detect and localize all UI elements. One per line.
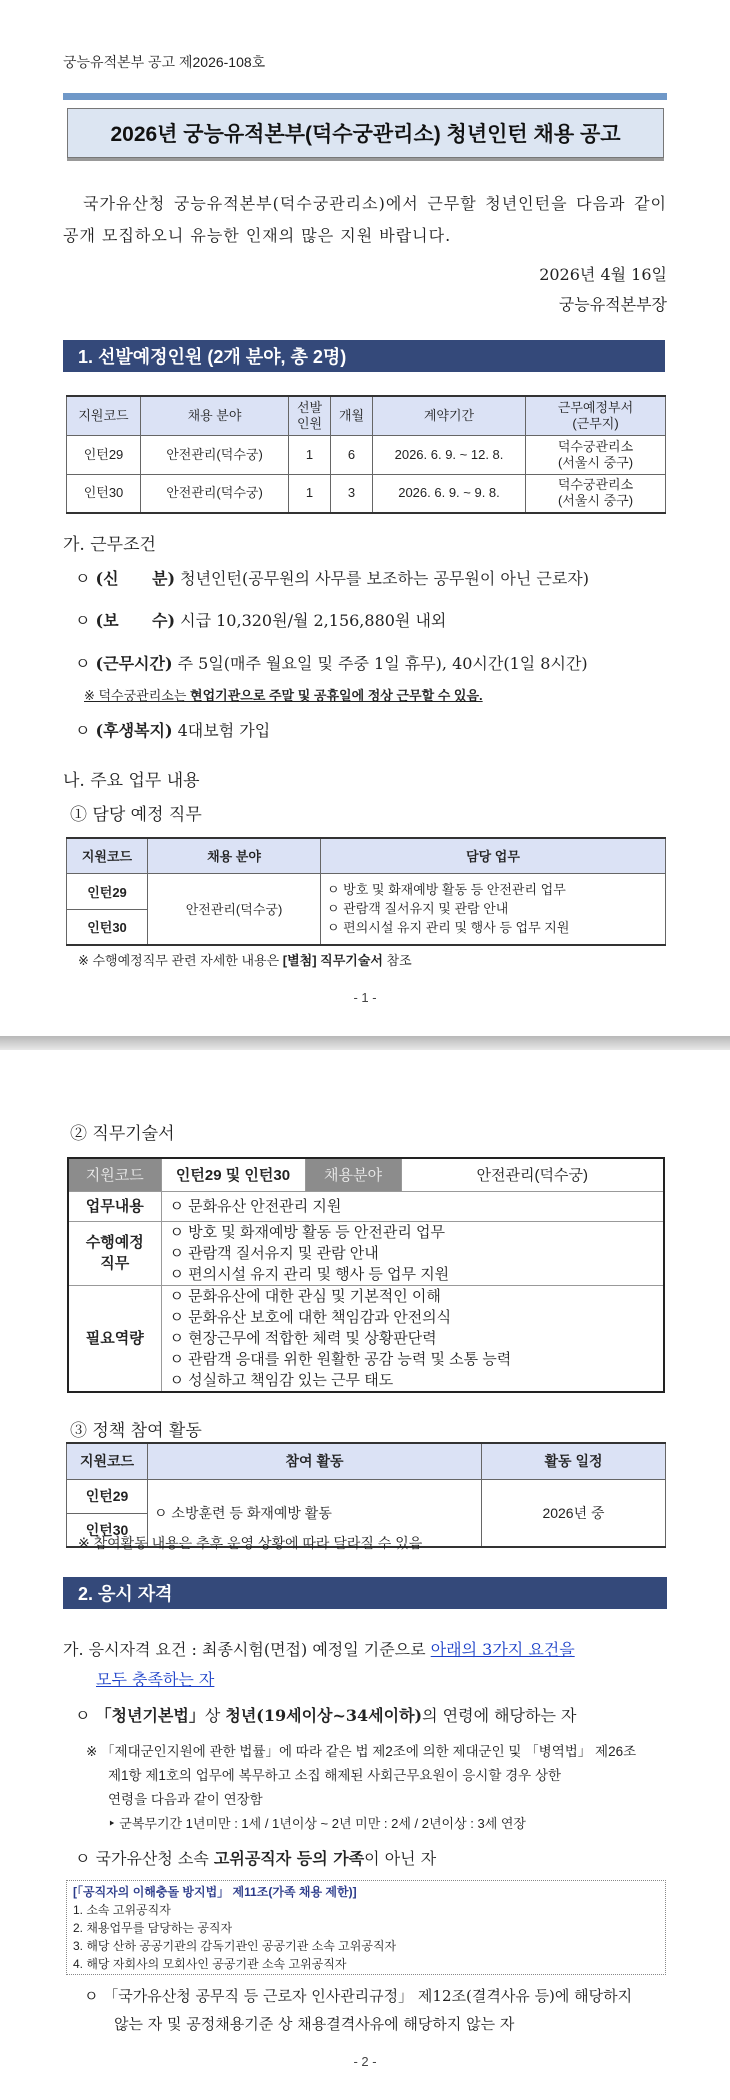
duty-label: 수행예정 직무: [68, 1221, 161, 1285]
list-item: 2. 채용업무를 담당하는 공직자: [73, 1921, 233, 1935]
cell-period: 2026. 6. 9. ~ 9. 8.: [373, 474, 526, 513]
issuer: 궁능유적본부장: [558, 295, 667, 314]
cell-count: 1: [289, 474, 331, 513]
top-divider-bar: [63, 93, 667, 100]
duty-items: ㅇ 방호 및 화재예방 활동 등 안전관리 업무 ㅇ 관람객 질서유지 및 관람 안내 ㅇ 편의시설 유지 관리 및 행사 등 업무 지원: [161, 1221, 664, 1285]
work-label: 업무내용: [68, 1191, 161, 1221]
cell-code: 인턴29: [67, 1479, 148, 1513]
table-row: [67, 435, 666, 474]
cell-schedule: 2026년 중: [482, 1479, 666, 1547]
condition-pay: ㅇ (보 수) 시급 10,320원/월 2,156,880원 내외: [75, 611, 447, 630]
table-row: [67, 474, 666, 513]
col-schedule: 활동 일정: [482, 1443, 666, 1479]
cell-code: 인턴29: [67, 873, 148, 909]
cell-dept: 덕수궁관리소 (서울시 중구): [526, 474, 666, 513]
code-label: 지원코드: [68, 1158, 161, 1191]
cell-code: 인턴30: [67, 1513, 148, 1547]
condition-status: ㅇ (신 분) 청년인턴(공무원의 사무를 보조하는 공무원이 아닌 근로자): [75, 569, 589, 588]
eligibility-age: ㅇ 「청년기본법」상 청년(19세이상~34세이하)의 연령에 해당하는 자: [75, 1706, 577, 1725]
veteran-note: ※ 「제대군인지원에 관한 법률」에 따라 같은 법 제2조에 의한 제대군인 및 「병역법」 제26조 제1항 제1호의 업무에 복무하고 소집 해제된 사회근무요원이 응시할 경우 상한 연령을 다음과 같이 연장함 ‣ 군복무기간 1년미만 : 1세 / 1년이상 ~ 2년 미만 : 2세 / 2년이상 : 3세 연장: [86, 1744, 637, 1831]
field-label: 채용분야: [305, 1158, 401, 1191]
duties-note: ※ 수행예정직무 관련 자세한 내용은 [별첨] 직무기술서 참조: [78, 953, 412, 968]
cell-months: 3: [331, 474, 373, 513]
weekend-work-note: ※ 덕수궁관리소는 현업기관으로 주말 및 공휴일에 정상 근무할 수 있음.: [84, 688, 483, 703]
list-item: 3. 해당 산하 공공기관의 감독기관인 공공기관 소속 고위공직자: [73, 1939, 397, 1953]
cell-field: 안전관리(덕수궁): [141, 435, 289, 474]
document-number: 궁능유적본부 공고 제2026-108호: [63, 54, 266, 70]
work-item: ㅇ 문화유산 안전관리 지원: [161, 1191, 664, 1221]
recruitment-table: [66, 395, 666, 514]
skill-items: ㅇ 문화유산에 대한 관심 및 기본적인 이해 ㅇ 문화유산 보호에 대한 책임감과 안전의식 ㅇ 현장근무에 적합한 체력 및 상황판단력 ㅇ 관람객 응대를 위한 원활한 공감 능력 및 소통 능력 ㅇ 성실하고 책임감 있는 근무 태도: [161, 1285, 664, 1392]
col-field: 채용 분야: [141, 396, 289, 435]
col-code: 지원코드: [67, 396, 141, 435]
intro-paragraph: 국가유산청 궁능유적본부(덕수궁관리소)에서 근무할 청년인턴을 다음과 같이 공개 모집하오니 유능한 인재의 많은 지원 바랍니다.: [63, 194, 667, 245]
cell-code: 인턴30: [67, 474, 141, 513]
col-count-label: 선발인원: [296, 399, 323, 431]
cell-period: 2026. 6. 9. ~ 12. 8.: [373, 435, 526, 474]
announcement-date: 2026년 4월 16일: [539, 265, 667, 284]
cell-field: 안전관리(덕수궁): [148, 873, 321, 945]
col-count: [289, 396, 331, 435]
conditions-heading: 가. 근무조건: [63, 535, 156, 555]
policy-heading: ③ 정책 참여 활동: [70, 1421, 202, 1441]
eligibility-disqualification: ㅇ 「국가유산청 공무직 등 근로자 인사관리규정」 제12조(결격사유 등)에 해당하지 않는 자 및 공정채용기준 상 채용결격사유에 해당하지 않는 자: [84, 1987, 633, 2033]
cell-field: 안전관리(덕수궁): [141, 474, 289, 513]
duties-subheading: ① 담당 예정 직무: [70, 805, 202, 825]
condition-welfare: ㅇ (후생복지) 4대보험 가입: [75, 721, 271, 740]
legal-box-heading: [「공직자의 이해충돌 방지법」 제11조(가족 채용 제한)]: [73, 1885, 357, 1899]
condition-hours: ㅇ (근무시간) 주 5일(매주 월요일 및 주중 1일 휴무), 40시간(1일 8시간): [75, 654, 588, 673]
eligibility-family: ㅇ 국가유산청 소속 고위공직자 등의 가족이 아닌 자: [75, 1849, 437, 1868]
code-value: 인턴29 및 인턴30: [161, 1158, 305, 1191]
cell-count: 1: [289, 435, 331, 474]
cell-code: 인턴30: [67, 909, 148, 945]
eligibility-requirement: 가. 응시자격 요건 : 최종시험(면접) 예정일 기준으로 아래의 3가지 요건을 모두 충족하는 자: [63, 1640, 575, 1689]
col-field: 채용 분야: [148, 838, 321, 873]
cell-code: 인턴29: [67, 435, 141, 474]
conflict-of-interest-box: [66, 1880, 666, 1975]
page-title: 2026년 궁능유적본부(덕수궁관리소) 청년인턴 채용 공고: [67, 108, 664, 158]
skill-label: 필요역량: [68, 1285, 161, 1392]
policy-note: ※ 참여활동 내용은 추후 운영 상황에 따라 달라질 수 있음: [78, 1535, 423, 1551]
page-number: - 1 -: [353, 990, 377, 1005]
list-item: 4. 해당 자회사의 모회사인 공공기관 소속 고위공직자: [73, 1957, 347, 1971]
field-value: 안전관리(덕수궁): [401, 1158, 664, 1191]
col-code: 지원코드: [67, 1443, 148, 1479]
col-dept: 근무예정부서 (근무지): [526, 396, 666, 435]
page-break: [0, 1036, 730, 1050]
cell-tasks: ㅇ 방호 및 화재예방 활동 등 안전관리 업무 ㅇ 관람객 질서유지 및 관람 안내 ㅇ 편의시설 유지 관리 및 행사 등 업무 지원: [321, 873, 666, 945]
col-activity: 참여 활동: [148, 1443, 482, 1479]
duties-heading: 나. 주요 업무 내용: [63, 771, 200, 791]
col-months: 개월: [331, 396, 373, 435]
job-description-table: [67, 1157, 665, 1393]
section-1-header: 1. 선발예정인원 (2개 분야, 총 2명): [63, 340, 665, 372]
col-period: 계약기간: [373, 396, 526, 435]
cell-months: 6: [331, 435, 373, 474]
list-item: 1. 소속 고위공직자: [73, 1903, 171, 1917]
col-tasks: 담당 업무: [321, 838, 666, 873]
col-code: 지원코드: [67, 838, 148, 873]
section-2-header: 2. 응시 자격: [63, 1577, 667, 1609]
duties-table: [66, 837, 666, 946]
cell-activity: ㅇ 소방훈련 등 화재예방 활동: [148, 1479, 482, 1547]
page-number: - 2 -: [353, 2054, 377, 2069]
cell-dept: 덕수궁관리소 (서울시 중구): [526, 435, 666, 474]
job-description-heading: ② 직무기술서: [70, 1124, 175, 1144]
